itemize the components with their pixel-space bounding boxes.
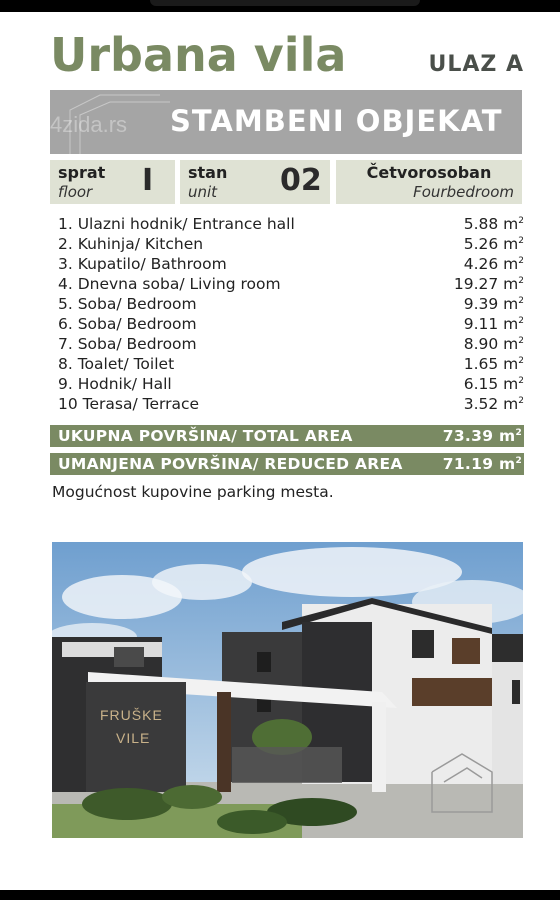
room-area: 6.15 $m^2$ <box>463 375 524 393</box>
type-box <box>336 160 522 204</box>
building-render-image <box>52 542 523 838</box>
type-label: Četvorosoban <box>366 163 492 182</box>
room-list <box>58 215 524 415</box>
room-row <box>58 215 524 235</box>
watermark: 4zida.rs <box>50 112 128 137</box>
floor-sub: floor <box>58 183 93 201</box>
room-area: 8.90 $m^2$ <box>463 335 524 353</box>
room-area: 1.65 $m^2$ <box>463 355 524 373</box>
room-name: 1. Ulazni hodnik/ Entrance hall <box>58 215 295 233</box>
floor-value: I <box>142 163 154 198</box>
sign-line-2: VILE <box>116 730 151 746</box>
room-name: 3. Kupatilo/ Bathroom <box>58 255 227 273</box>
room-area: 5.26 $m^2$ <box>463 235 524 253</box>
room-row <box>58 375 524 395</box>
room-area: 4.26 $m^2$ <box>463 255 524 273</box>
room-area: 9.11 $m^2$ <box>463 315 524 333</box>
room-area: 5.88 $m^2$ <box>463 215 524 233</box>
room-area: 19.27 $m^2$ <box>453 275 524 293</box>
unit-box <box>180 160 330 204</box>
reduced-area-bar <box>50 453 524 475</box>
phone-status-bar <box>0 0 560 12</box>
sign-line-1: FRUŠKE <box>100 707 163 723</box>
type-sub: Fourbedroom <box>413 183 514 201</box>
room-name: 9. Hodnik/ Hall <box>58 375 172 393</box>
unit-value: 02 <box>280 163 322 198</box>
notch <box>150 0 420 6</box>
room-name: 10 Terasa/ Terrace <box>58 395 200 413</box>
room-area: 9.39 $m^2$ <box>463 295 524 313</box>
room-name: 4. Dnevna soba/ Living room <box>58 275 281 293</box>
room-name: 6. Soba/ Bedroom <box>58 315 197 333</box>
page-title: Urbana vila <box>50 28 347 82</box>
entrance-label: ULAZ A <box>428 52 524 77</box>
total-area-bar <box>50 425 524 447</box>
room-row <box>58 395 524 415</box>
unit-label: stan <box>188 163 228 182</box>
room-row <box>58 255 524 275</box>
room-row <box>58 315 524 335</box>
room-row <box>58 275 524 295</box>
room-name: 5. Soba/ Bedroom <box>58 295 197 313</box>
reduced-area-value: 71.19 $m^2$ <box>442 455 522 473</box>
total-area-value: 73.39 $m^2$ <box>442 427 522 445</box>
room-name: 2. Kuhinja/ Kitchen <box>58 235 204 253</box>
room-name: 8. Toalet/ Toilet <box>58 355 175 373</box>
floor-label: sprat <box>58 163 106 182</box>
banner-title: STAMBENI OBJEKAT <box>170 104 503 138</box>
room-row <box>58 355 524 375</box>
section-banner <box>50 90 522 154</box>
room-row <box>58 295 524 315</box>
floor-box <box>50 160 175 204</box>
room-area: 3.52 $m^2$ <box>463 395 524 413</box>
room-name: 7. Soba/ Bedroom <box>58 335 197 353</box>
room-row <box>58 235 524 255</box>
room-row <box>58 335 524 355</box>
reduced-area-label: UMANJENA POVRŠINA/ REDUCED AREA <box>58 455 403 473</box>
parking-note: Mogućnost kupovine parking mesta. <box>52 483 334 501</box>
bottom-bar <box>0 890 560 900</box>
total-area-label: UKUPNA POVRŠINA/ TOTAL AREA <box>58 427 353 445</box>
unit-sub: unit <box>188 183 218 201</box>
